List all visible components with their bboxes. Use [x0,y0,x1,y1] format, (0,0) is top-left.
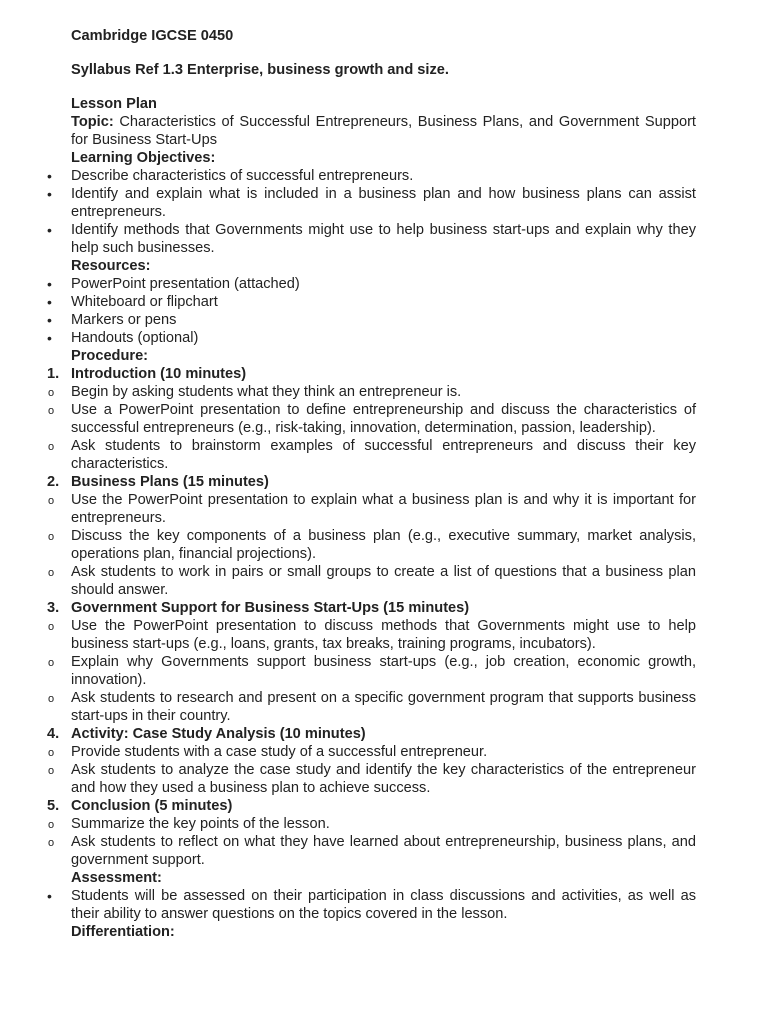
procedure-heading: Procedure: [71,348,149,364]
syllabus-reference: Syllabus Ref 1.3 Enterprise, business growth and size. [71,62,449,78]
procedure-step-title: 5. Conclusion (5 minutes) [47,798,233,814]
list-item: o Provide students with a case study of a successful entrepreneur. [48,744,488,760]
list-item: • Markers or pens [47,312,177,328]
course-code: Cambridge IGCSE 0450 [71,28,234,44]
bullet-icon: • [47,276,52,292]
list-item: o Use the PowerPoint presentation to discuss methods that Governments might use to help business start-ups (e.g., loans, grants, tax breaks, training programs, incubators). [48,618,696,652]
list-item: • Identify and explain what is included in a business plan and how business plans can assist entrepreneurs. [47,186,696,220]
step-number: 3. [47,600,60,616]
procedure-list [47,365,696,869]
list-item: o Ask students to work in pairs or small groups to create a list of questions that a business plan should answer. [48,564,696,598]
lesson-plan-heading: Lesson Plan [71,96,157,112]
list-item: o Use the PowerPoint presentation to explain what a business plan is and why it is important for entrepreneurs. [48,492,696,526]
objectives-heading: Learning Objectives: [71,150,216,166]
list-item: o Begin by asking students what they think an entrepreneur is. [48,384,462,400]
circle-bullet-icon: o [48,567,55,579]
resources-list [47,275,696,347]
list-item: o Use a PowerPoint presentation to define entrepreneurship and discuss the characteristics of successful entrepreneurs (e.g., risk-taking, innovation, determination, passion, leadership). [48,402,696,436]
step-number: 5. [47,798,60,814]
topic-label: Topic: [71,114,114,130]
circle-bullet-icon: o [48,657,55,669]
bullet-icon: • [47,294,52,310]
list-item: o Ask students to brainstorm examples of successful entrepreneurs and discuss their key characteristics. [48,438,696,472]
assessment-heading: Assessment: [71,870,162,886]
objectives-list [47,167,696,257]
bullet-icon: • [47,312,52,328]
list-item: o Ask students to reflect on what they have learned about entrepreneurship, business plans, and government support. [48,834,696,868]
bullet-icon: • [47,222,52,238]
step-number: 2. [47,474,60,490]
bullet-icon: • [47,888,52,904]
list-item: • PowerPoint presentation (attached) [47,276,300,292]
circle-bullet-icon: o [48,441,55,453]
list-item: • Whiteboard or flipchart [47,294,218,310]
circle-bullet-icon: o [48,405,55,417]
procedure-step-title: 1. Introduction (10 minutes) [47,366,247,382]
bullet-icon: • [47,186,52,202]
bullet-icon: • [47,168,52,184]
list-item: o Explain why Governments support business start-ups (e.g., job creation, economic growth, innovation). [48,654,696,688]
circle-bullet-icon: o [48,747,55,759]
list-item: • Describe characteristics of successful entrepreneurs. [47,168,414,184]
list-item: o Discuss the key components of a business plan (e.g., executive summary, market analysis, operations plan, financial projections). [48,528,696,562]
step-number: 1. [47,366,60,382]
circle-bullet-icon: o [48,693,55,705]
list-item: • Identify methods that Governments might use to help business start-ups and explain why they help such businesses. [47,222,696,256]
circle-bullet-icon: o [48,837,55,849]
differentiation-heading: Differentiation: [71,924,175,940]
step-number: 4. [47,726,60,742]
assessment-list [47,887,696,923]
circle-bullet-icon: o [48,387,55,399]
circle-bullet-icon: o [48,531,55,543]
list-item: o Summarize the key points of the lesson. [48,816,330,832]
circle-bullet-icon: o [48,819,55,831]
list-item: • Students will be assessed on their participation in class discussions and activities, as well as their ability to answer questions on the topics covered in the lesson. [47,888,696,922]
procedure-step-title: 2. Business Plans (15 minutes) [47,474,269,490]
circle-bullet-icon: o [48,495,55,507]
topic-text: Characteristics of Successful Entrepreneurs, Business Plans, and Government Support for Business Start-Ups [71,114,696,148]
list-item: o Ask students to analyze the case study and identify the key characteristics of the entrepreneur and how they used a business plan to achieve success. [48,762,696,796]
procedure-step-title: 3. Government Support for Business Start-Ups (15 minutes) [47,600,470,616]
bullet-icon: • [47,330,52,346]
list-item: o Ask students to research and present on a specific government program that supports business start-ups in their country. [48,690,696,724]
topic-paragraph [71,113,696,149]
circle-bullet-icon: o [48,765,55,777]
resources-heading: Resources: [71,258,151,274]
document-body [47,27,696,941]
circle-bullet-icon: o [48,621,55,633]
list-item: • Handouts (optional) [47,330,199,346]
procedure-step-title: 4. Activity: Case Study Analysis (10 minutes) [47,726,366,742]
